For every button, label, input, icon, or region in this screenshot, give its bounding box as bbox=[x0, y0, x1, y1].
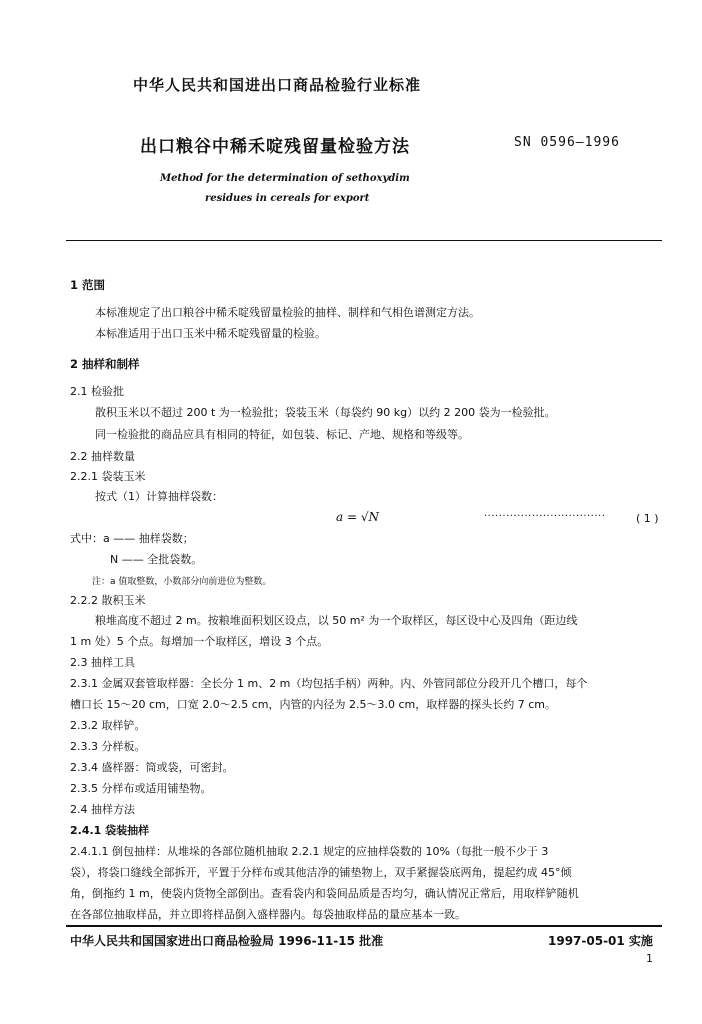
english-title-line-2: residues in cereals for export bbox=[205, 193, 370, 204]
page-number: 1 bbox=[646, 952, 653, 965]
issuing-org-title: 中华人民共和国进出口商品检验行业标准 bbox=[133, 76, 422, 94]
section-2-2-2-paragraph-line-1: 粮堆高度不超过 2 m。按粮堆面积划区设点，以 50 m² 为一个取样区，每区设中心及四角（距边线 bbox=[95, 614, 578, 627]
section-1-heading: 1 范围 bbox=[70, 278, 106, 292]
section-2-1-paragraph-2: 同一检验批的商品应具有相同的特征，如包装、标记、产地、规格和等级等。 bbox=[95, 428, 469, 441]
formula-note: 注：a 值取整数，小数部分向前进位为整数。 bbox=[92, 577, 272, 587]
formula-number: ( 1 ) bbox=[636, 512, 659, 525]
footer-divider bbox=[66, 925, 662, 927]
approval-line: 中华人民共和国国家进出口商品检验局 1996-11-15 批准 bbox=[70, 934, 384, 948]
english-title-line-1: Method for the determination of sethoxydim bbox=[160, 173, 410, 184]
section-2-4-1-1-line-4: 在各部位抽取样品，并立即将样品倒入盛样器内。每袋抽取样品的量应基本一致。 bbox=[70, 908, 466, 921]
section-2-2-2-paragraph-line-2: 1 m 处）5 个点。每增加一个取样区，增设 3 个点。 bbox=[70, 635, 329, 648]
section-1-paragraph-2: 本标准适用于出口玉米中稀禾啶残留量的检验。 bbox=[95, 327, 326, 340]
formula: a = √N bbox=[336, 510, 379, 524]
effective-date: 1997-05-01 实施 bbox=[548, 934, 653, 948]
section-2-2-2-heading: 2.2.2 散积玉米 bbox=[70, 594, 146, 607]
section-2-4-1-1-line-2: 袋），将袋口缝线全部拆开，平置于分样布或其他洁净的铺垫物上，双手紧握袋底两角，提起约成 45°倾 bbox=[70, 866, 572, 879]
section-2-4-heading: 2.4 抽样方法 bbox=[70, 803, 135, 816]
section-2-4-1-heading: 2.4.1 袋装抽样 bbox=[70, 824, 150, 837]
section-2-1-paragraph-1: 散积玉米以不超过 200 t 为一检验批；袋装玉米（每袋约 90 kg）以约 2 200 袋为一检验批。 bbox=[95, 406, 556, 419]
section-2-2-1-paragraph: 按式（1）计算抽样袋数： bbox=[95, 490, 223, 503]
section-2-3-3: 2.3.3 分样板。 bbox=[70, 740, 146, 753]
section-2-heading: 2 抽样和制样 bbox=[70, 357, 140, 371]
formula-leader-dots: ································· bbox=[484, 511, 606, 522]
section-2-3-5: 2.3.5 分样布或适用铺垫物。 bbox=[70, 782, 212, 795]
section-2-3-2: 2.3.2 取样铲。 bbox=[70, 719, 146, 732]
section-2-4-1-1-line-1: 2.4.1.1 倒包抽样：从堆垛的各部位随机抽取 2.2.1 规定的应抽样袋数的 10%（每批一般不少于 3 bbox=[70, 845, 549, 858]
section-2-4-1-1-line-3: 角，倒拖约 1 m，使袋内货物全部倒出。查看袋内和袋间品质是否均匀，确认情况正常后，用取样铲随机 bbox=[70, 887, 579, 900]
section-2-1-heading: 2.1 检验批 bbox=[70, 385, 124, 398]
formula-where-line-1: 式中：a —— 抽样袋数； bbox=[70, 532, 194, 545]
section-1-paragraph-1: 本标准规定了出口粮谷中稀禾啶残留量检验的抽样、制样和气相色谱测定方法。 bbox=[95, 306, 480, 319]
section-2-3-1-line-2: 槽口长 15～20 cm，口宽 2.0～2.5 cm，内管的内径为 2.5～3.0 cm，取样器的探头长约 7 cm。 bbox=[70, 698, 556, 711]
section-2-3-4: 2.3.4 盛样器：筒或袋，可密封。 bbox=[70, 761, 234, 774]
section-2-2-heading: 2.2 抽样数量 bbox=[70, 450, 135, 463]
section-2-3-1-line-1: 2.3.1 金属双套管取样器：全长分 1 m、2 m（均包括手柄）两种。内、外管同部位分段开几个槽口，每个 bbox=[70, 677, 588, 690]
formula-where-line-2: N —— 全批袋数。 bbox=[110, 553, 203, 566]
header-divider bbox=[66, 240, 662, 241]
document-title: 出口粮谷中稀禾啶残留量检验方法 bbox=[140, 137, 410, 157]
section-2-3-heading: 2.3 抽样工具 bbox=[70, 656, 135, 669]
section-2-2-1-heading: 2.2.1 袋装玉米 bbox=[70, 470, 146, 483]
standard-code: SN 0596—1996 bbox=[514, 135, 620, 150]
